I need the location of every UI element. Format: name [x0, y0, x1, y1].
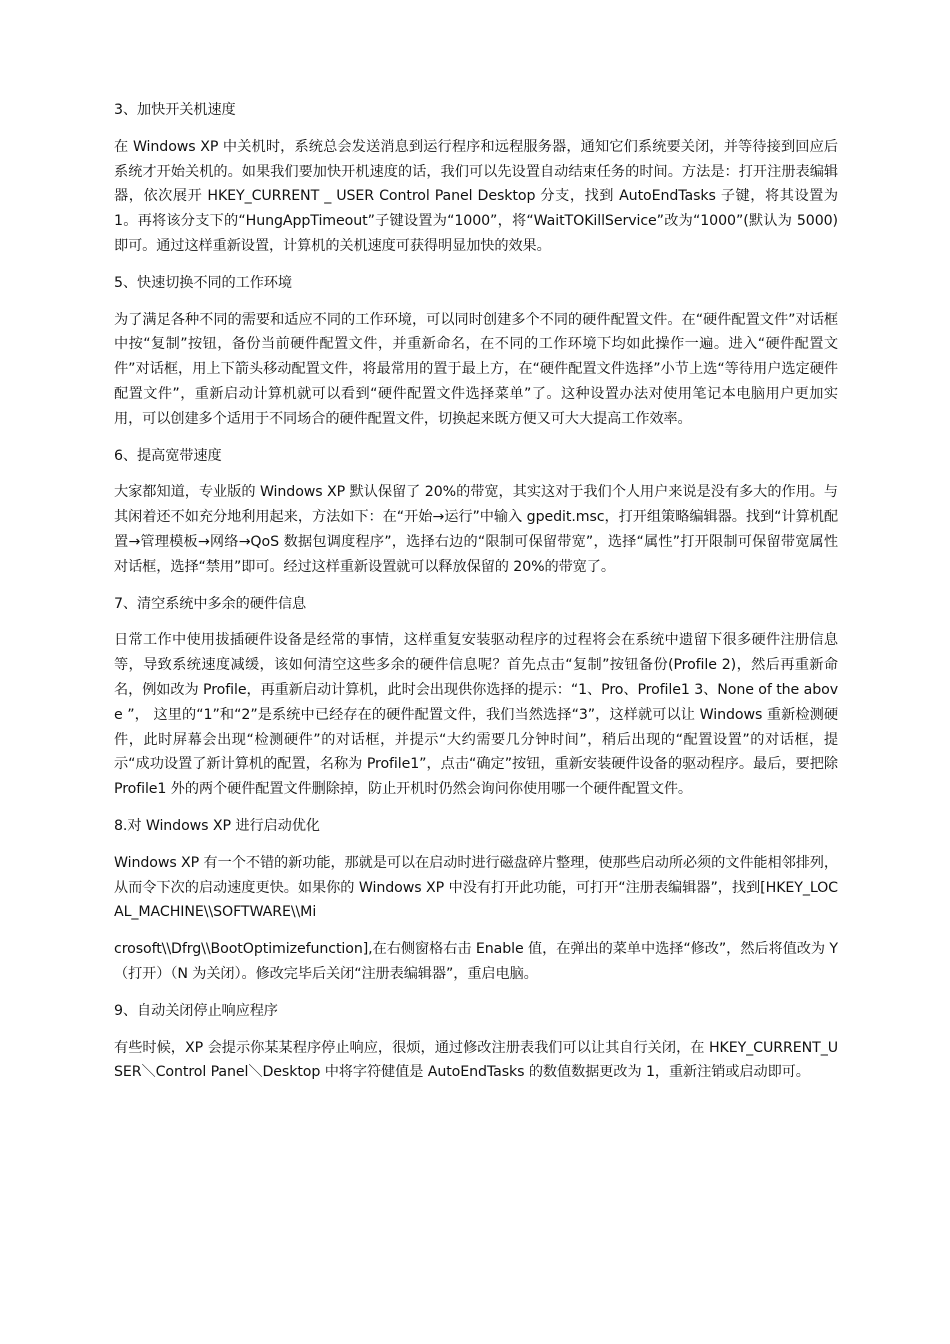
document-body: [114, 98, 838, 1097]
section-heading: 7、清空系统中多余的硬件信息: [114, 595, 307, 612]
section-auto-end-tasks: [114, 999, 838, 1085]
section-hardware-info: [114, 592, 838, 802]
section-bandwidth: [114, 444, 838, 580]
section-paragraph: Windows XP 有一个不错的新功能，那就是可以在启动时进行磁盘碎片整理，使那些启动所必须的文件能相邻排列，从而令下次的启动速度更快。如果你的 Windows XP 中没有打开此功能，可打开“注册表编辑器”，找到[HKEY_LOCAL_MACHINE\\SOFTWARE\\Mi: [114, 854, 838, 921]
section-heading: 3、加快开关机速度: [114, 102, 236, 118]
section-heading: 5、快速切换不同的工作环境: [114, 274, 292, 291]
section-switch-environment: [114, 271, 838, 432]
section-heading: 9、自动关闭停止响应程序: [114, 1002, 278, 1019]
section-paragraph: 日常工作中使用拔插硬件设备是经常的事情，这样重复安装驱动程序的过程将会在系统中遗留下很多硬件注册信息等，导致系统速度减缓，该如何清空这些多余的硬件信息呢？首先点击“复制”按钮备份(Profile 2)，然后再重新命名，例如改为 Profile，再重新启动计算机，此时会出现供你选择的提示：“1、Pro、Profile1 3、None of the above ”， 这里的“1”和“2”是系统中已经存在的硬件配置文件，我们当然选择“3”，这样就可以让 Windows 重新检测硬件，此时屏幕会出现“检测硬件”的对话框，并提示“大约需要几分钟时间”，稍后出现的“配置设置”的对话框，提示“成功设置了新计算机的配置，名称为 Profile1”，点击“确定”按钮，重新安装硬件设备的驱动程序。最后，要把除 Profile1 外的两个硬件配置文件删除掉，防止开机时仍然会询问你使用哪一个硬件配置文件。: [114, 632, 838, 798]
section-paragraph: 在 Windows XP 中关机时，系统总会发送消息到运行程序和远程服务器，通知它们系统要关闭，并等待接到回应后系统才开始关机的。如果我们要加快开机速度的话，我们可以先设置自动结束任务的时间。方法是：打开注册表编辑器，依次展开 HKEY_CURRENT _ USER Control Panel Desktop 分支，找到 AutoEndTasks 子键，将其设置为 1。再将该分支下的“HungAppTimeout”子键设置为“1000”，将“WaitTOKillService”改为“1000”(默认为 5000)即可。通过这样重新设置，计算机的关机速度可获得明显加快的效果。: [114, 138, 838, 254]
section-boot-optimize: [114, 814, 838, 987]
section-heading: 6、提高宽带速度: [114, 447, 222, 464]
section-paragraph: crosoft\\Dfrg\\BootOptimizefunction],在右侧窗格右击 Enable 值，在弹出的菜单中选择“修改”，然后将值改为 Y（打开）（N 为关闭）。修改完毕后关闭“注册表编辑器”，重启电脑。: [114, 941, 838, 982]
section-heading: 8.对 Windows XP 进行启动优化: [114, 817, 320, 834]
section-paragraph: 有些时候，XP 会提示你某某程序停止响应，很烦，通过修改注册表我们可以让其自行关闭，在 HKEY_CURRENT_USER＼Control Panel＼Desktop 中将字符健值是 AutoEndTasks 的数值数据更改为 1，重新注销或启动即可。: [114, 1039, 838, 1081]
section-paragraph: 为了满足各种不同的需要和适应不同的工作环境，可以同时创建多个不同的硬件配置文件。在“硬件配置文件”对话框中按“复制”按钮，备份当前硬件配置文件，并重新命名，在不同的工作环境下均如此操作一遍。进入“硬件配置文件”对话框，用上下箭头移动配置文件，将最常用的置于最上方，在“硬件配置文件选择”小节上选“等待用户选定硬件配置文件”，重新启动计算机就可以看到“硬件配置文件选择菜单”了。这种设置办法对使用笔记本电脑用户更加实用，可以创建多个适用于不同场合的硬件配置文件，切换起来既方便又可大大提高工作效率。: [114, 311, 838, 427]
section-shutdown-speed: [114, 98, 838, 259]
section-paragraph: 大家都知道，专业版的 Windows XP 默认保留了 20%的带宽，其实这对于我们个人用户来说是没有多大的作用。与其闲着还不如充分地利用起来，方法如下：在“开始→运行”中输入 gpedit.msc，打开组策略编辑器。找到“计算机配置→管理模板→网络→QoS 数据包调度程序”，选择右边的“限制可保留带宽”，选择“属性”打开限制可保留带宽属性对话框，选择“禁用”即可。经过这样重新设置就可以释放保留的 20%的带宽了。: [114, 484, 838, 575]
